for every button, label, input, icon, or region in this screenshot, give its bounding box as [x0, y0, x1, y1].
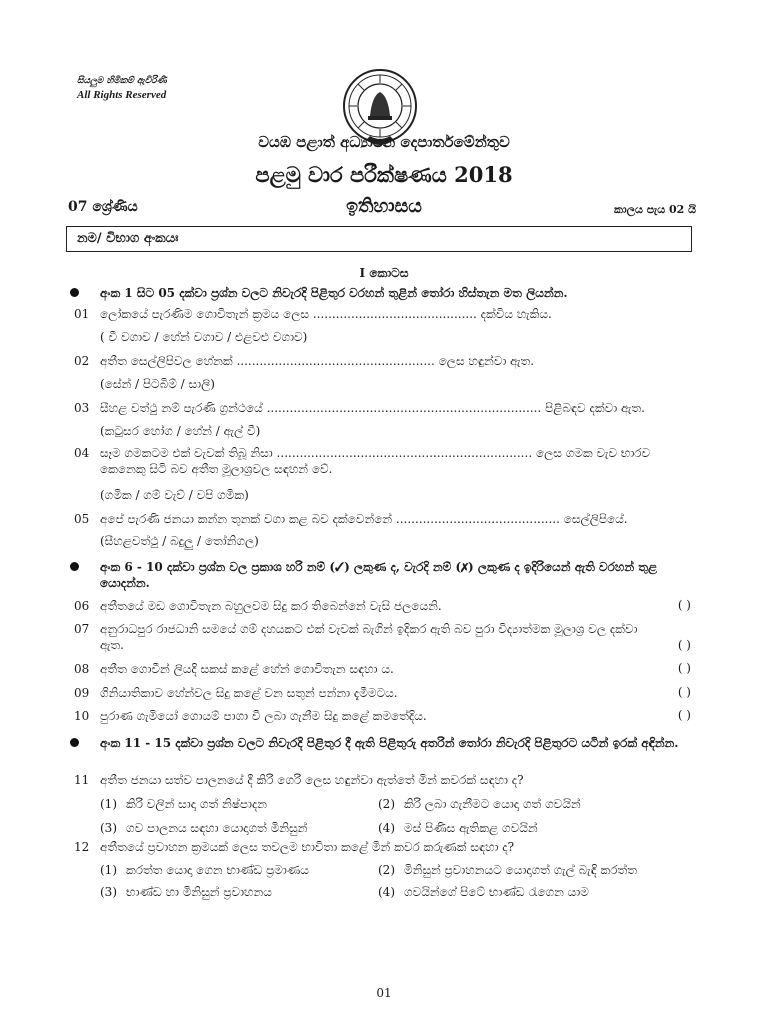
rights-sinhala: සියලුම හිමිකම් ඇවිරිණි: [77, 76, 167, 86]
answer-box-08[interactable]: ( ): [677, 661, 691, 675]
question-03-options: (කටුසර හෝග / හේන් / ඇල් වී): [100, 424, 261, 438]
answer-box-10[interactable]: ( ): [677, 708, 691, 722]
q12-option-1[interactable]: (1) කරත්ත යොදා ගෙන භාණ්ඩ ප්‍රමාණය: [100, 863, 309, 877]
name-index-field[interactable]: [66, 226, 692, 252]
bullet-icon: [70, 562, 79, 571]
bullet-icon: [70, 288, 79, 297]
q12-option-2[interactable]: (2) මිනිසුන් ප්‍රවාහනයට යොදාගත් ගැල් බැඳි කරත්ත: [378, 863, 637, 877]
q11-option-2[interactable]: (2) කිරි ලබා ගැනීමට යොදා ගත් ගවයින්: [378, 797, 581, 811]
q12-option-3[interactable]: (3) භාණ්ඩ හා මිනිසුන් ප්‍රවාහනය: [100, 885, 272, 899]
answer-box-06[interactable]: ( ): [677, 598, 691, 612]
part-title: I කොටස: [359, 266, 409, 280]
q11-option-4[interactable]: (4) මස් පිණිස ඇතිකළ ගවයින්: [378, 821, 538, 835]
rights-english: All Rights Reserved: [77, 89, 167, 101]
subject-title: ඉතිහාසය: [346, 195, 422, 217]
q12-option-4[interactable]: (4) ගවයින්ගේ පිටේ භාණ්ඩ රැගෙන යාම: [378, 885, 589, 899]
exam-title: පළමු වාර පරීක්ෂණය 2018: [255, 162, 513, 187]
question-01-options: ( වී වගාව / හේන් වගාව / එළවළු වගාව): [100, 330, 308, 344]
question-04-options: (ගමික / ගම් වැව් / වපි ගමික): [100, 488, 249, 502]
question-05-options: (සීහළවත්ථු / බදුලු / තෝනිගල): [100, 534, 259, 548]
page-number: 01: [376, 986, 392, 1000]
name-index-label: නම/ විභාග අංකයඃ: [77, 231, 179, 246]
department-title: වයඹ පළාත් අධ්‍යාපන දෙපාර්තමේන්තුව: [258, 133, 510, 151]
answer-box-07[interactable]: ( ): [677, 638, 691, 652]
rights-notice: [77, 74, 167, 102]
question-02-options: (සේන් / පිටබිම් / සාලි): [100, 377, 215, 391]
time-allowed: කාලය පැය 02 යි: [614, 203, 696, 216]
q11-option-3[interactable]: (3) ගව පාලනය සඳහා යොදාගත් මිනිසුන්: [100, 821, 308, 835]
q11-option-1[interactable]: (1) කිරි වලින් සාදා ගත් නිෂ්පාදන: [100, 797, 268, 811]
grade-label: 07 ශ්‍රේණිය: [68, 199, 138, 215]
bullet-icon: [70, 738, 79, 747]
answer-box-09[interactable]: ( ): [677, 685, 691, 699]
